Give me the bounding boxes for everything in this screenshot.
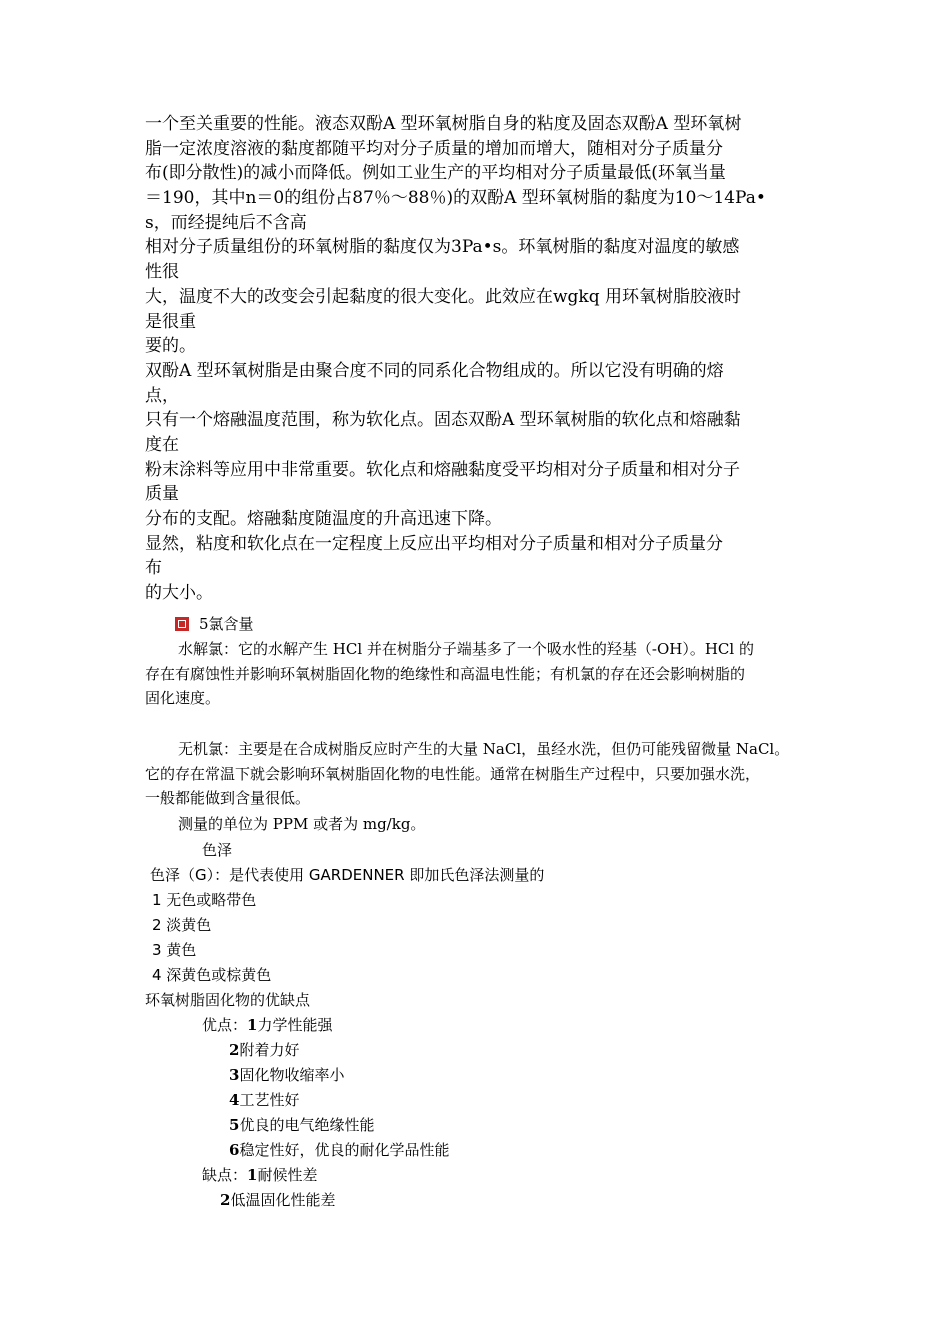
item-number: 1 bbox=[247, 1016, 258, 1034]
text-line: 粉末涂料等应用中非常重要。软化点和熔融黏度受平均相对分子质量和相对分子 bbox=[145, 459, 740, 480]
text-line: 的大小。 bbox=[145, 583, 213, 604]
text-line: 只有一个熔融温度范围，称为软化点。固态双酚A 型环氧树脂的软化点和熔融黏 bbox=[145, 410, 741, 431]
pros-item bbox=[229, 1113, 374, 1137]
item-number: 2 bbox=[229, 1041, 240, 1059]
chlorine-heading-text: 5氯含量 bbox=[199, 615, 254, 633]
text-line: 一个至关重要的性能。液态双酚A 型环氧树脂自身的粘度及固态双酚A 型环氧树 bbox=[145, 114, 742, 134]
item-text: 优良的电气绝缘性能 bbox=[239, 1116, 375, 1134]
cons-label: 缺点： bbox=[202, 1166, 248, 1184]
text-line: 相对分子质量组份的环氧树脂的黏度仅为3Pa•s。环氧树脂的黏度对温度的敏感 bbox=[145, 237, 740, 258]
text-line: 布 bbox=[145, 558, 162, 579]
color-grade-item: 3 黄色 bbox=[152, 941, 197, 959]
item-text: 固化物收缩率小 bbox=[239, 1066, 345, 1084]
text-line: s，而经提纯后不含高 bbox=[145, 212, 307, 233]
text-line: 它的存在常温下就会影响环氧树脂固化物的电性能。通常在树脂生产过程中，只要加强水洗， bbox=[145, 764, 761, 783]
bookmark-icon bbox=[175, 617, 189, 631]
color-grade-item: 1 无色或略带色 bbox=[152, 891, 257, 909]
cons-item bbox=[202, 1163, 317, 1187]
text-line: 质量 bbox=[145, 484, 179, 505]
item-text: 低温固化性能差 bbox=[230, 1191, 336, 1209]
inorganic-chlorine-paragraph bbox=[145, 737, 825, 811]
text-line: 脂一定浓度溶液的黏度都随平均对分子质量的增加而增大，随相对分子质量分 bbox=[145, 138, 723, 159]
pros-item bbox=[229, 1063, 344, 1087]
text-line: 双酚A 型环氧树脂是由聚合度不同的同系化合物组成的。所以它没有明确的熔 bbox=[145, 360, 724, 381]
item-text: 耐候性差 bbox=[257, 1166, 318, 1184]
text-line: 布(即分散性)的减小而降低。例如工业生产的平均相对分子质量最低(环氧当量 bbox=[145, 163, 726, 184]
item-text: 附着力好 bbox=[239, 1041, 300, 1059]
item-number: 6 bbox=[229, 1141, 240, 1159]
item-text: 稳定性好，优良的耐化学品性能 bbox=[239, 1141, 450, 1159]
item-number: 3 bbox=[229, 1066, 240, 1084]
text-line: 分布的支配。熔融黏度随温度的升高迅速下降。 bbox=[145, 509, 502, 529]
item-number: 4 bbox=[229, 1091, 240, 1109]
pros-item bbox=[229, 1138, 449, 1162]
item-number: 1 bbox=[247, 1166, 258, 1184]
color-title: 色泽 bbox=[202, 841, 233, 859]
item-text: 工艺性好 bbox=[239, 1091, 300, 1109]
text-line: 点， bbox=[145, 385, 179, 406]
text-line: 大，温度不大的改变会引起黏度的很大变化。此效应在wgkq 用环氧树脂胶液时 bbox=[145, 286, 742, 307]
text-line: ＝190，其中n＝0的组份占87％～88％)的双酚A 型环氧树脂的黏度为10～14Pa• bbox=[145, 188, 766, 209]
pros-item bbox=[229, 1038, 299, 1062]
text-line: 测量的单位为 PPM 或者为 mg/kg。 bbox=[178, 815, 426, 833]
text-line: 水解氯：它的水解产生 HCl 并在树脂分子端基多了一个吸水性的羟基（-OH）。HCl 的 bbox=[178, 640, 754, 658]
text-line: 固化速度。 bbox=[145, 689, 221, 707]
cons-item bbox=[220, 1188, 335, 1212]
item-text: 力学性能强 bbox=[257, 1016, 333, 1034]
text-line: 度在 bbox=[145, 434, 179, 455]
pros-cons-title: 环氧树脂固化物的优缺点 bbox=[145, 991, 311, 1009]
color-grade-item: 4 深黄色或棕黄色 bbox=[152, 966, 272, 984]
text-line: 无机氯：主要是在合成树脂反应时产生的大量 NaCl，虽经水洗，但仍可能残留微量 NaCl。 bbox=[178, 740, 790, 758]
text-line: 一般都能做到含量很低。 bbox=[145, 789, 311, 807]
color-grade-item: 2 淡黄色 bbox=[152, 916, 212, 934]
item-number: 5 bbox=[229, 1116, 240, 1134]
item-number: 2 bbox=[220, 1191, 231, 1209]
text-line: 存在有腐蚀性并影响环氧树脂固化物的绝缘性和高温电性能；有机氯的存在还会影响树脂的 bbox=[145, 664, 746, 683]
pros-item bbox=[229, 1088, 299, 1112]
text-line: 性很 bbox=[145, 262, 179, 283]
unit-note bbox=[145, 812, 825, 837]
text-line: 要的。 bbox=[145, 336, 196, 357]
text-line: 是很重 bbox=[145, 311, 196, 332]
pros-label: 优点： bbox=[202, 1016, 248, 1034]
chlorine-heading bbox=[175, 612, 254, 636]
hydrolyzable-chlorine-paragraph bbox=[145, 637, 825, 711]
color-description: 色泽（G）：是代表使用 GARDENNER 即加氏色泽法测量的 bbox=[150, 866, 545, 884]
pros-item bbox=[202, 1013, 332, 1037]
text-line: 显然，粘度和软化点在一定程度上反应出平均相对分子质量和相对分子质量分 bbox=[145, 533, 723, 554]
viscosity-text-block bbox=[145, 112, 825, 606]
